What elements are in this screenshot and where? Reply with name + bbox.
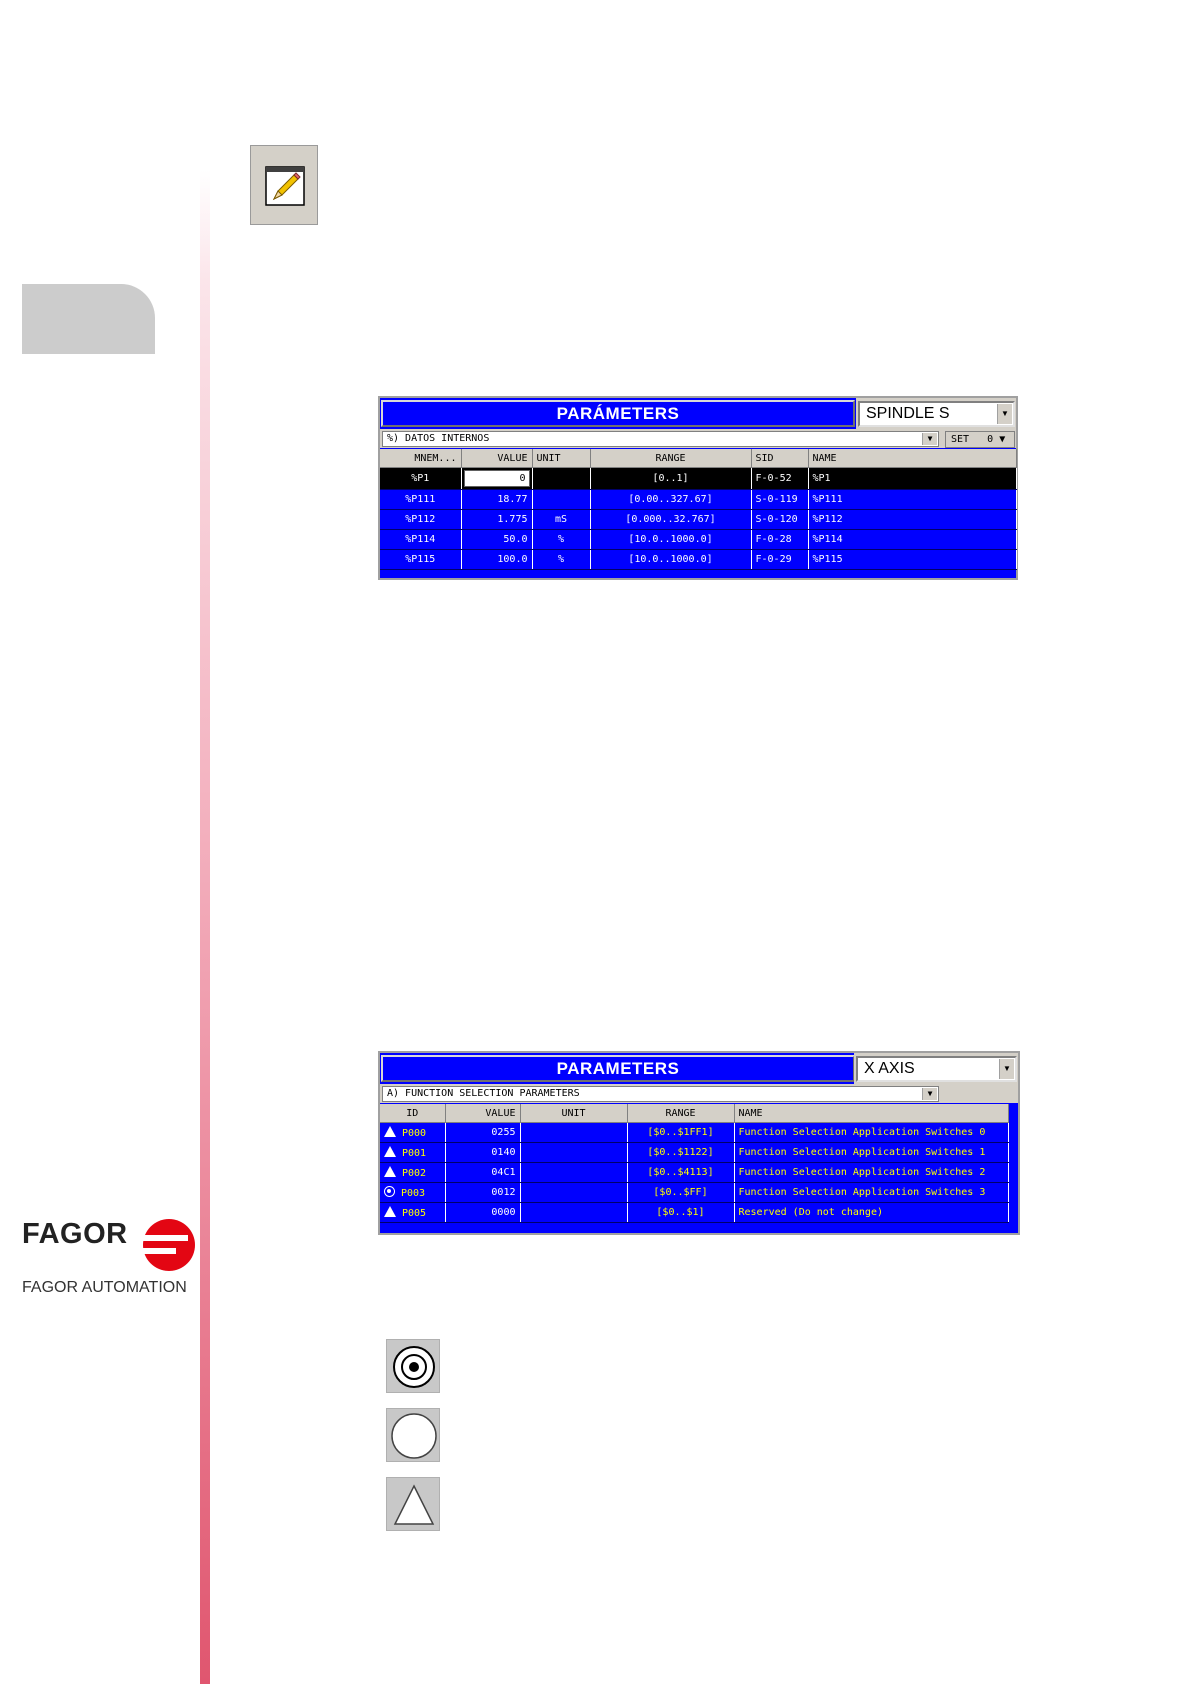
sid-cell: F-0-52 xyxy=(751,468,808,490)
table-row[interactable] xyxy=(380,468,1016,490)
chevron-down-icon[interactable]: ▼ xyxy=(997,404,1012,424)
value-cell[interactable] xyxy=(461,468,532,490)
unit-cell: mS xyxy=(532,510,590,530)
column-header[interactable]: SID xyxy=(751,449,808,468)
value-cell[interactable]: 0255 xyxy=(445,1123,520,1143)
mnemonic-cell: %P1 xyxy=(380,468,461,490)
id-value: P000 xyxy=(402,1128,427,1139)
unit-cell xyxy=(532,490,590,510)
logo-subtitle: FAGOR AUTOMATION xyxy=(22,1279,187,1296)
column-header[interactable]: RANGE xyxy=(590,449,751,468)
table-row[interactable] xyxy=(380,550,1016,570)
chevron-down-icon[interactable]: ▼ xyxy=(922,433,937,445)
name-cell: %P114 xyxy=(808,530,1016,550)
id-cell xyxy=(380,1143,445,1163)
chevron-down-icon[interactable]: ▼ xyxy=(999,434,1006,445)
table-row[interactable] xyxy=(380,510,1016,530)
range-cell: [10.0..1000.0] xyxy=(590,530,751,550)
chevron-down-icon[interactable]: ▼ xyxy=(999,1059,1014,1079)
sid-cell: F-0-29 xyxy=(751,550,808,570)
group-selector[interactable] xyxy=(382,1086,939,1102)
name-cell: Function Selection Application Switches 0 xyxy=(734,1123,1008,1143)
parameter-table xyxy=(380,449,1017,570)
column-header[interactable]: NAME xyxy=(808,449,1016,468)
sid-cell: S-0-119 xyxy=(751,490,808,510)
table-row[interactable] xyxy=(380,1143,1008,1163)
unit-cell xyxy=(520,1203,627,1223)
range-cell: [10.0..1000.0] xyxy=(590,550,751,570)
axis-selector-value: SPINDLE S xyxy=(866,405,950,422)
parameter-table xyxy=(380,1104,1009,1223)
range-cell: [0.00..327.67] xyxy=(590,490,751,510)
range-cell: [$0..$1] xyxy=(627,1203,734,1223)
id-cell xyxy=(380,1163,445,1183)
sid-cell: F-0-28 xyxy=(751,530,808,550)
value-cell[interactable]: 100.0 xyxy=(461,550,532,570)
id-value: P003 xyxy=(401,1188,426,1199)
name-cell: Function Selection Application Switches 3 xyxy=(734,1183,1008,1203)
group-selector-value: A) FUNCTION SELECTION PARAMETERS xyxy=(387,1088,580,1099)
unit-cell: % xyxy=(532,550,590,570)
edit-pencil-icon xyxy=(250,145,318,225)
value-edit-field[interactable]: 0 xyxy=(464,470,530,487)
parameters-window-spindle xyxy=(378,396,1018,580)
range-cell: [0.000..32.767] xyxy=(590,510,751,530)
table-row[interactable] xyxy=(380,490,1016,510)
value-cell[interactable]: 0000 xyxy=(445,1203,520,1223)
sid-cell: S-0-120 xyxy=(751,510,808,530)
target-icon xyxy=(384,1186,395,1197)
triangle-icon xyxy=(384,1126,396,1137)
value-cell[interactable]: 0012 xyxy=(445,1183,520,1203)
table-row[interactable] xyxy=(380,1123,1008,1143)
mnemonic-cell: %P112 xyxy=(380,510,461,530)
window-title: PARAMETERS xyxy=(381,1055,855,1082)
table-row[interactable] xyxy=(380,530,1016,550)
value-cell[interactable]: 18.77 xyxy=(461,490,532,510)
column-header[interactable]: VALUE xyxy=(445,1104,520,1123)
parameters-window-axis xyxy=(378,1051,1020,1235)
id-cell xyxy=(380,1183,445,1203)
name-cell: Reserved (Do not change) xyxy=(734,1203,1008,1223)
group-selector[interactable] xyxy=(382,431,939,447)
mnemonic-cell: %P115 xyxy=(380,550,461,570)
id-value: P005 xyxy=(402,1208,427,1219)
value-cell[interactable]: 04C1 xyxy=(445,1163,520,1183)
value-cell[interactable]: 0140 xyxy=(445,1143,520,1163)
column-header[interactable]: RANGE xyxy=(627,1104,734,1123)
value-cell[interactable]: 50.0 xyxy=(461,530,532,550)
triangle-icon xyxy=(386,1477,440,1531)
column-header[interactable]: UNIT xyxy=(520,1104,627,1123)
fagor-emblem-icon xyxy=(132,1208,206,1282)
range-cell: [$0..$4113] xyxy=(627,1163,734,1183)
window-title: PARÁMETERS xyxy=(381,400,855,427)
name-cell: %P115 xyxy=(808,550,1016,570)
unit-cell xyxy=(520,1183,627,1203)
name-cell: Function Selection Application Switches 1 xyxy=(734,1143,1008,1163)
id-value: P002 xyxy=(402,1168,427,1179)
set-value: 0 xyxy=(987,434,994,445)
axis-selector-value: X AXIS xyxy=(864,1060,915,1077)
triangle-icon xyxy=(384,1206,396,1217)
column-header[interactable]: UNIT xyxy=(532,449,590,468)
column-header[interactable]: VALUE xyxy=(461,449,532,468)
unit-cell xyxy=(532,468,590,490)
range-cell: [0..1] xyxy=(590,468,751,490)
range-cell: [$0..$1FF1] xyxy=(627,1123,734,1143)
mnemonic-cell: %P114 xyxy=(380,530,461,550)
unit-cell xyxy=(520,1163,627,1183)
group-selector-value: %) DATOS INTERNOS xyxy=(387,433,490,444)
table-row[interactable] xyxy=(380,1203,1008,1223)
name-cell: %P1 xyxy=(808,468,1016,490)
value-cell[interactable]: 1.775 xyxy=(461,510,532,530)
unit-cell xyxy=(520,1123,627,1143)
table-header-row xyxy=(380,449,1016,468)
column-header[interactable]: ID xyxy=(380,1104,445,1123)
column-header[interactable]: NAME xyxy=(734,1104,1008,1123)
target-icon xyxy=(386,1339,440,1393)
id-value: P001 xyxy=(402,1148,427,1159)
name-cell: %P111 xyxy=(808,490,1016,510)
chevron-down-icon[interactable]: ▼ xyxy=(922,1088,937,1100)
name-cell: %P112 xyxy=(808,510,1016,530)
id-cell xyxy=(380,1123,445,1143)
mnemonic-cell: %P111 xyxy=(380,490,461,510)
set-label: SET xyxy=(951,434,970,445)
unit-cell: % xyxy=(532,530,590,550)
id-cell xyxy=(380,1203,445,1223)
range-cell: [$0..$FF] xyxy=(627,1183,734,1203)
table-row[interactable] xyxy=(380,1163,1008,1183)
column-header[interactable]: MNEM... xyxy=(380,449,461,468)
set-selector[interactable] xyxy=(945,431,1015,448)
name-cell: Function Selection Application Switches 2 xyxy=(734,1163,1008,1183)
triangle-icon xyxy=(384,1146,396,1157)
unit-cell xyxy=(520,1143,627,1163)
circle-icon xyxy=(386,1408,440,1462)
axis-selector[interactable] xyxy=(858,401,1015,427)
axis-selector[interactable] xyxy=(856,1056,1017,1082)
table-header-row xyxy=(380,1104,1008,1123)
table-row[interactable] xyxy=(380,1183,1008,1203)
triangle-icon xyxy=(384,1166,396,1177)
range-cell: [$0..$1122] xyxy=(627,1143,734,1163)
margin-gradient-bar xyxy=(200,0,210,1684)
chapter-tab xyxy=(22,284,155,354)
logo-wordmark: FAGOR xyxy=(22,1218,128,1250)
